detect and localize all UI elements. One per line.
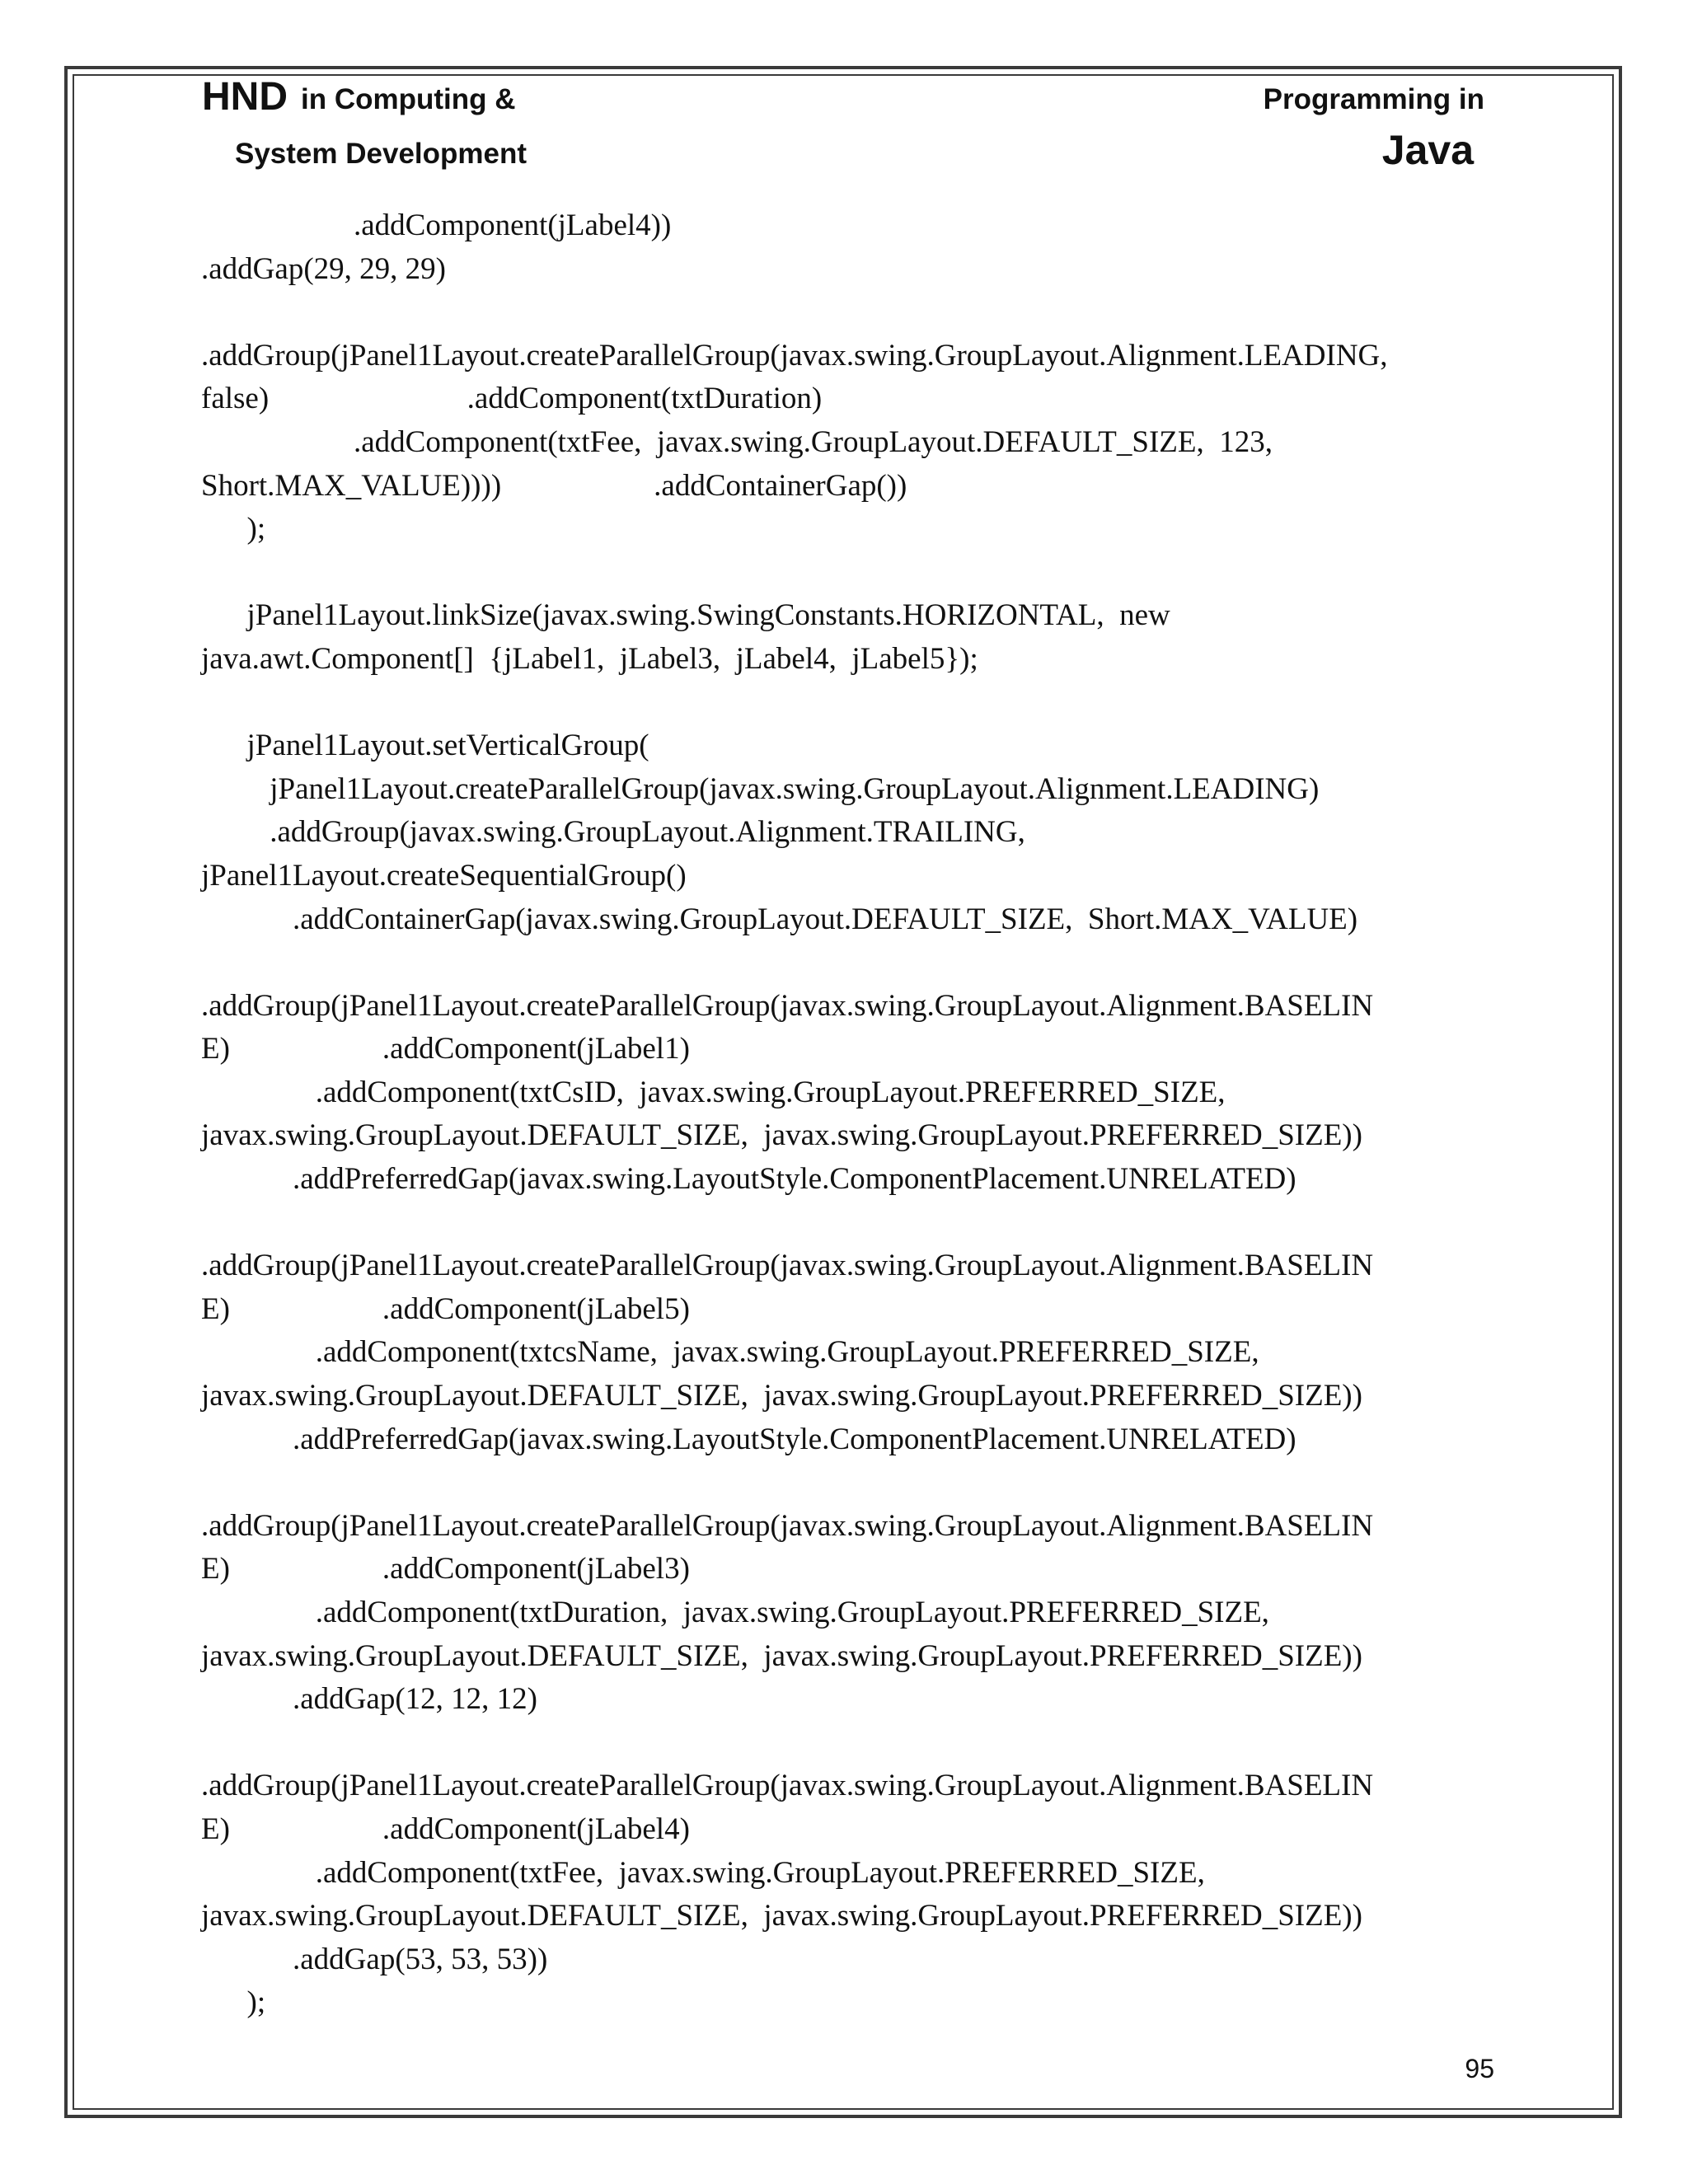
code-line: .addComponent(jLabel4)) bbox=[201, 209, 672, 242]
code-line: .addGroup(jPanel1Layout.createParallelGroup(javax.swing.GroupLayout.Alignment.LEADING, bbox=[201, 338, 1388, 373]
header-system-development: System Development bbox=[235, 138, 528, 170]
code-line bbox=[201, 551, 1503, 595]
code-line: javax.swing.GroupLayout.DEFAULT_SIZE, javax.swing.GroupLayout.PREFERRED_SIZE)) bbox=[201, 1638, 1362, 1673]
code-line: E) .addComponent(jLabel4) bbox=[201, 1811, 690, 1846]
code-line: .addGroup(jPanel1Layout.createParallelGroup(javax.swing.GroupLayout.Alignment.BASELIN bbox=[201, 1508, 1374, 1543]
code-line: .addGroup(jPanel1Layout.createParallelGroup(javax.swing.GroupLayout.Alignment.BASELIN bbox=[201, 1249, 1374, 1283]
code-line: javax.swing.GroupLayout.DEFAULT_SIZE, javax.swing.GroupLayout.PREFERRED_SIZE)) bbox=[201, 1899, 1362, 1933]
header-hnd: HND bbox=[202, 75, 288, 119]
code-line: java.awt.Component[] {jLabel1, jLabel3, jLabel4, jLabel5}); bbox=[201, 641, 978, 676]
code-line: Short.MAX_VALUE)))) .addContainerGap()) bbox=[201, 468, 907, 503]
code-line bbox=[201, 682, 1503, 725]
header-in-computing: in Computing & bbox=[301, 83, 516, 115]
page-number: 95 bbox=[1465, 2054, 1494, 2083]
code-line bbox=[201, 1461, 1503, 1505]
code-line: .addComponent(txtFee, javax.swing.GroupLayout.PREFERRED_SIZE, bbox=[201, 1855, 1205, 1890]
code-line: .addGap(29, 29, 29) bbox=[201, 251, 446, 286]
code-listing bbox=[201, 204, 1503, 2025]
code-line: .addPreferredGap(javax.swing.LayoutStyle.ComponentPlacement.UNRELATED) bbox=[201, 1422, 1296, 1456]
header-java: Java bbox=[1381, 127, 1474, 173]
code-line bbox=[201, 1202, 1503, 1245]
code-line: jPanel1Layout.linkSize(javax.swing.SwingConstants.HORIZONTAL, new bbox=[201, 598, 1170, 633]
code-line: false) .addComponent(txtDuration) bbox=[201, 382, 823, 416]
code-line: .addGap(53, 53, 53)) bbox=[201, 1942, 548, 1976]
code-line bbox=[201, 291, 1503, 335]
code-line: .addComponent(txtCsID, javax.swing.GroupLayout.PREFERRED_SIZE, bbox=[201, 1075, 1226, 1109]
code-line: .addGap(12, 12, 12) bbox=[201, 1682, 537, 1717]
code-line bbox=[201, 1722, 1503, 1765]
code-line: .addComponent(txtFee, javax.swing.GroupLayout.DEFAULT_SIZE, 123, bbox=[201, 424, 1273, 459]
code-line: ); bbox=[201, 512, 266, 546]
code-line: javax.swing.GroupLayout.DEFAULT_SIZE, javax.swing.GroupLayout.PREFERRED_SIZE)) bbox=[201, 1118, 1362, 1153]
code-line: .addGroup(jPanel1Layout.createParallelGroup(javax.swing.GroupLayout.Alignment.BASELIN bbox=[201, 988, 1374, 1023]
code-line: .addComponent(txtDuration, javax.swing.GroupLayout.PREFERRED_SIZE, bbox=[201, 1596, 1269, 1629]
code-line: E) .addComponent(jLabel5) bbox=[201, 1291, 690, 1326]
code-line: .addContainerGap(javax.swing.GroupLayout.DEFAULT_SIZE, Short.MAX_VALUE) bbox=[201, 902, 1358, 936]
code-line: .addComponent(txtcsName, javax.swing.GroupLayout.PREFERRED_SIZE, bbox=[201, 1335, 1259, 1370]
code-line: javax.swing.GroupLayout.DEFAULT_SIZE, javax.swing.GroupLayout.PREFERRED_SIZE)) bbox=[201, 1379, 1362, 1413]
code-line: ); bbox=[201, 1985, 266, 2020]
code-line: jPanel1Layout.createSequentialGroup() bbox=[201, 858, 687, 893]
code-line: E) .addComponent(jLabel3) bbox=[201, 1552, 690, 1586]
code-line: .addPreferredGap(javax.swing.LayoutStyle.ComponentPlacement.UNRELATED) bbox=[201, 1162, 1296, 1197]
code-line: E) .addComponent(jLabel1) bbox=[201, 1032, 690, 1066]
code-line: .addGroup(jPanel1Layout.createParallelGroup(javax.swing.GroupLayout.Alignment.BASELIN bbox=[201, 1769, 1374, 1803]
code-line: .addGroup(javax.swing.GroupLayout.Alignment.TRAILING, bbox=[201, 815, 1025, 850]
code-line bbox=[201, 941, 1503, 985]
header-programming-in: Programming in bbox=[1263, 83, 1484, 115]
code-line: jPanel1Layout.createParallelGroup(javax.swing.GroupLayout.Alignment.LEADING) bbox=[201, 771, 1320, 806]
code-line: jPanel1Layout.setVerticalGroup( bbox=[201, 729, 649, 763]
